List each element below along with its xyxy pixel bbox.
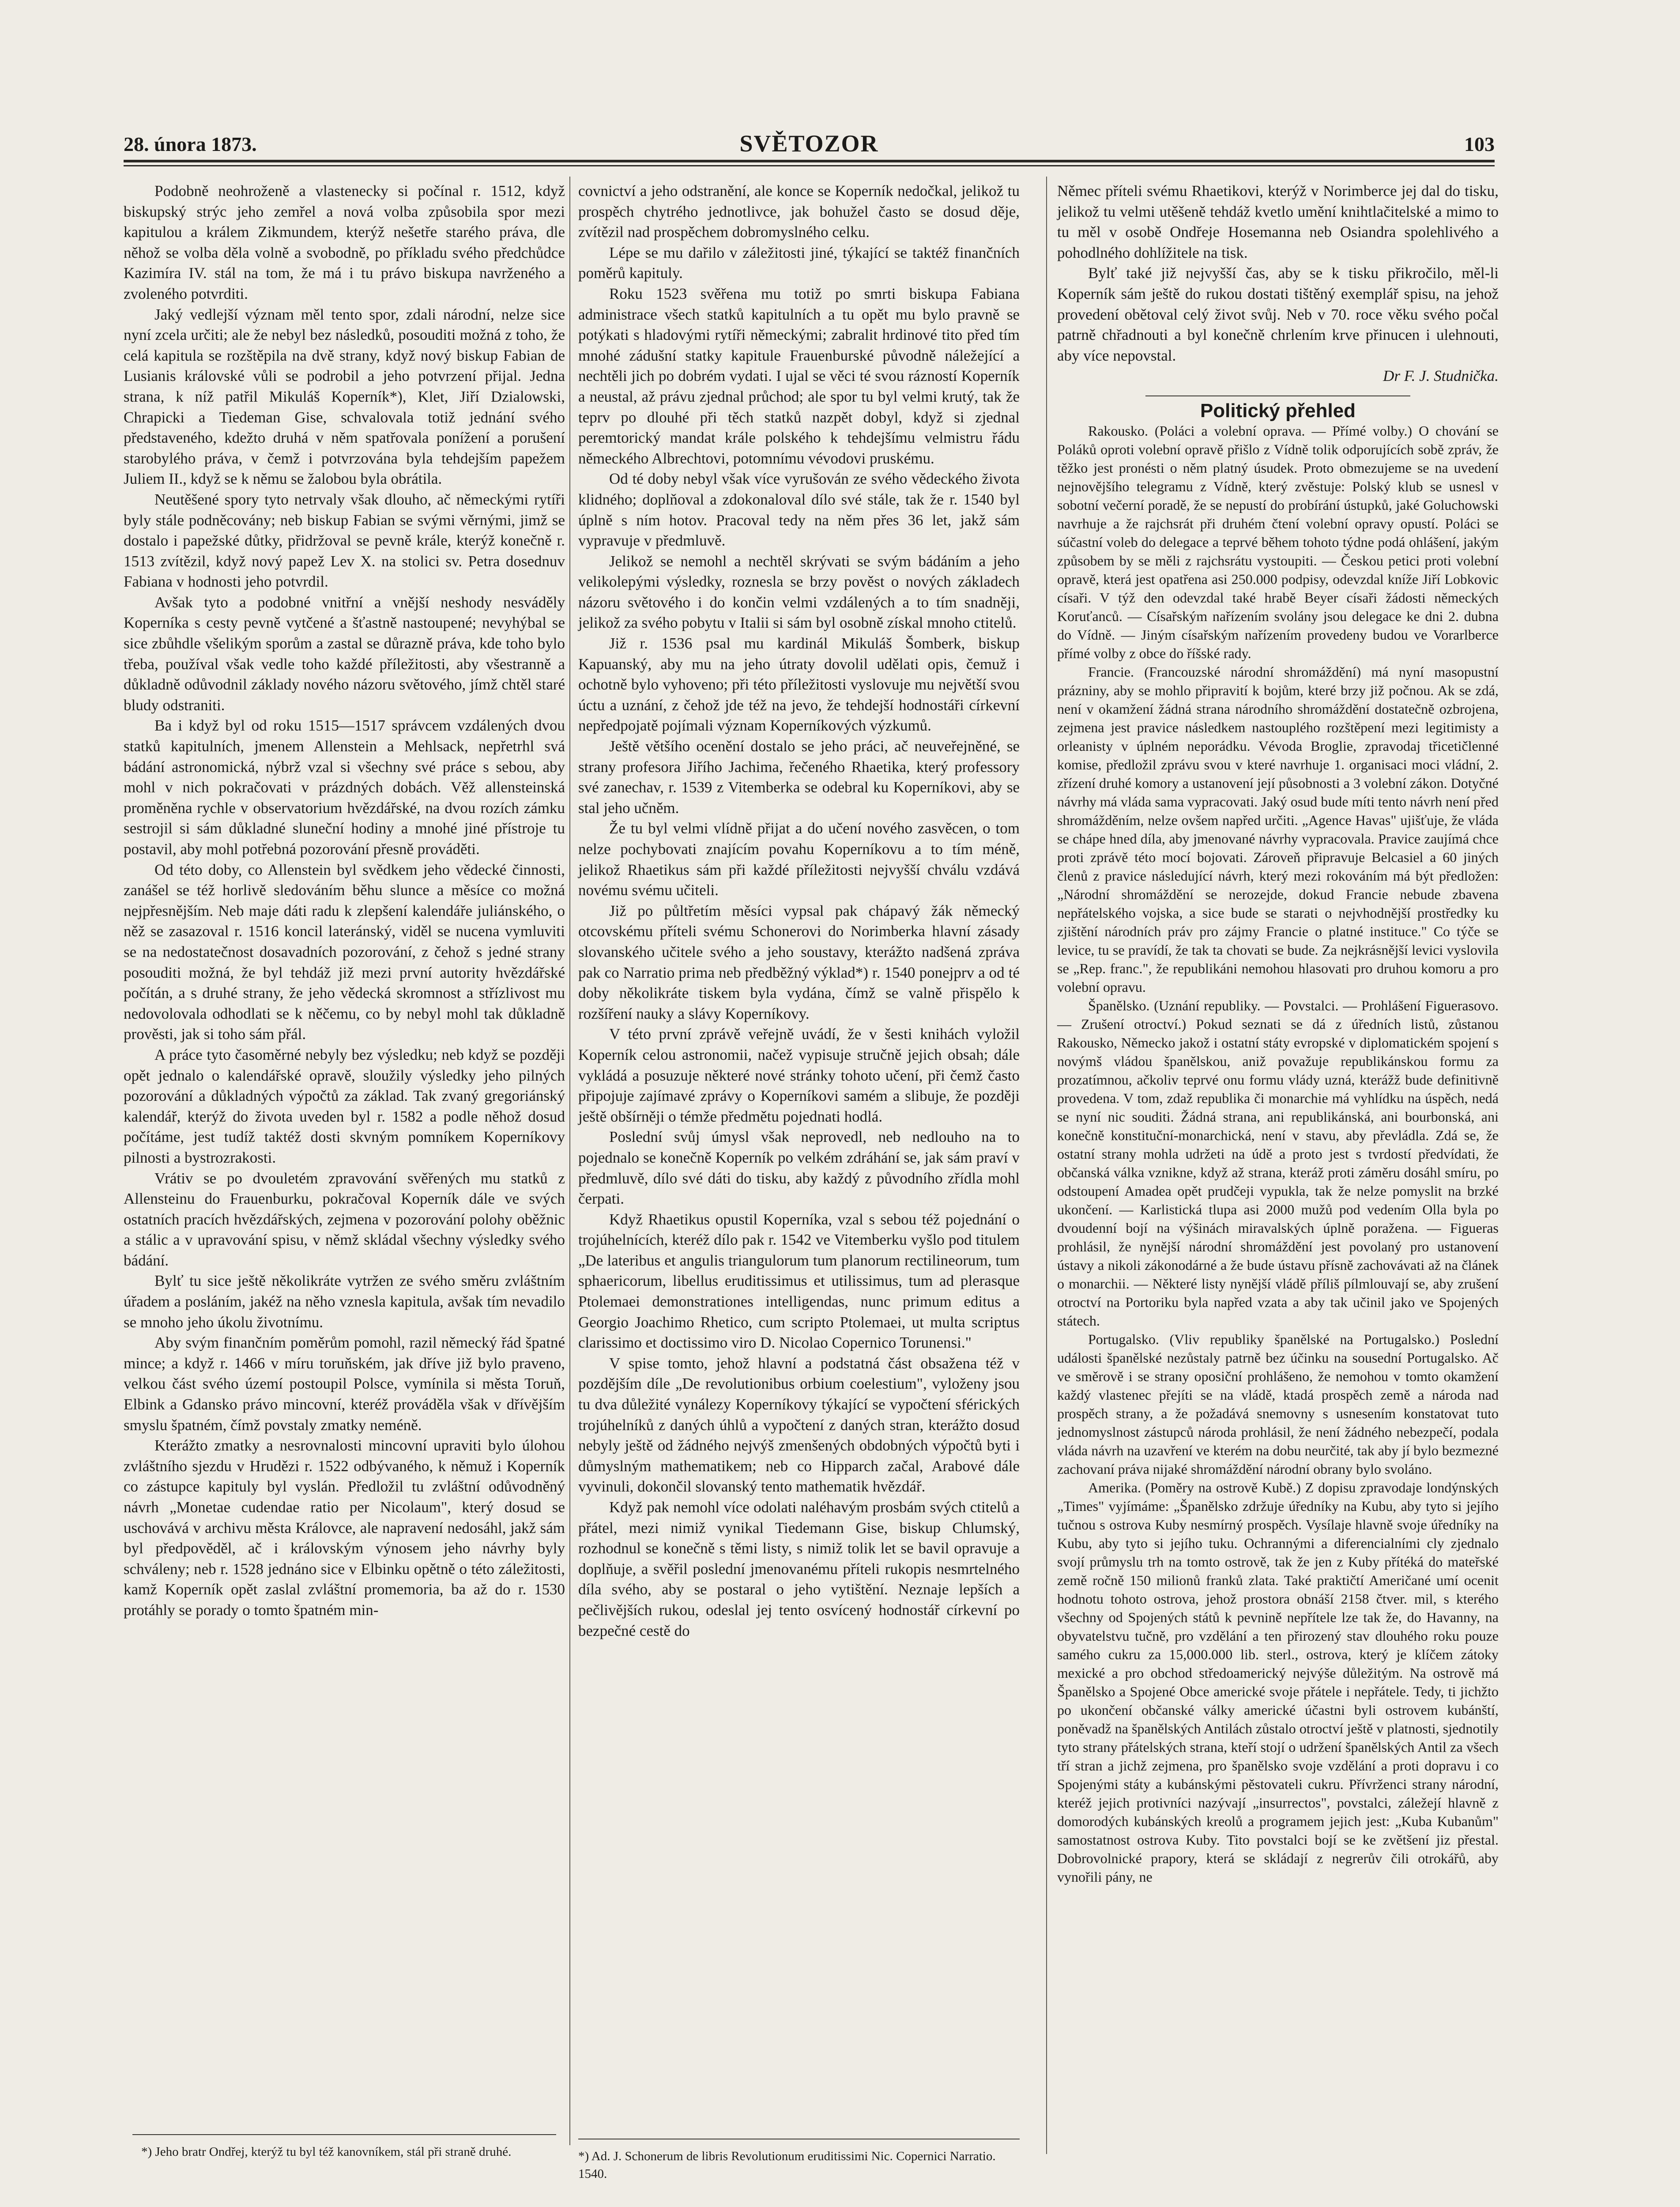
footnote-2: *) Ad. J. Schonerum de libris Revolutionum eruditissimi Nic. Copernici Narratio. 1540. (578, 2149, 996, 2181)
column-3 (1057, 181, 1499, 1886)
section-rule (1145, 395, 1410, 396)
column-1 (124, 181, 565, 1621)
paragraph: Bylť tu sice ještě několikráte vytržen ze svého směru zvláštním úřadem a posláním, jakéž na něho vznesla kapitula, avšak tím nevadilo se mnoho jeho úkolu životnímu. (124, 1272, 565, 1331)
section-title: Politický přehled (1200, 399, 1356, 422)
paragraph: Avšak tyto a podobné vnitřní a vnější neshody nesváděly Koperníka s cesty pevně vytčené a šťastně nastoupené; nevyhýbal se sice zbůhdle všelikým sporům a zastal se důrazně práva, kde toho bylo třeba, používal však vedle toho každé příležitosti, aby všestranně a důkladně odůvodnil základy nového názoru světového, jímž chtěl staré bludy odstraniti. (124, 593, 565, 714)
paragraph: Když pak nemohl více odolati naléhavým prosbám svých ctitelů a přátel, mezi nimiž vynikal Tiedemann Gise, biskup Chlumský, rozhodnul se konečně s těmi listy, s nimiž tolik let se bavil opravuje a doplňuje, a svěřil poslední jmenovanému příteli rukopis nesmrtelného díla svého, aby se postaral o jeho vytištění. Neznaje lepších a pečlivějších rukou, odeslal jej tento osvícený hodnostář církevní po bezpečné cestě do (578, 1499, 1020, 1639)
paragraph: Bylť také již nejvyšší čas, aby se k tisku přikročilo, měl-li Koperník sám ještě do rukou dostati tištěný exemplář spisu, na jehož provedení obětoval celý život svůj. Neb v 70. roce věku svého počal patrně chřadnouti a byl konečně chrlením krve přinucen i ulehnouti, aby více nepovstal. (1057, 264, 1499, 364)
paragraph: Lépe se mu dařilo v záležitosti jiné, týkající se taktéž finančních poměrů kapituly. (578, 244, 1020, 282)
column-2 (578, 181, 1020, 1641)
header-rule-thin (124, 165, 1495, 166)
paragraph: Roku 1523 svěřena mu totiž po smrti biskupa Fabiana administrace všech statků kapitulních a tu opět mu bylo pravně se potýkati s hladovými rytíři německými; zabralit hrdinové tito před tím mnohé zádušní statky kapitule Frauenburské původně náležející a nechtěli jich po dobrém vydati. I ujal se věci té svou rázností Koperník a neustal, až právu zjednal průchod; ale spor tu byl velmi krutý, tak že teprv po dlouhé při těch statků nazpět dobyl, když si zjednal peremtorický mandat krále polského k tehdejšímu velmistru řádu německého Albrechtovi, potomnímu vévodovi pruskému. (578, 285, 1020, 467)
news-item-france: Francie. (Francouzské národní shromáždění) má nyní masopustní prázniny, aby se mohlo připravití k bojům, které brzy již počnou. Ak se zdá, není v okamžení žádná strana národního shromáždění dostatečně ozbrojena, zejmena jest pravice následkem nastouplého rozštěpení mezi legitimisty a orleanisty v úplném neporádku. Vévoda Broglie, zpravodaj třicetičlenné komise, předložil zprávu svou v které navrhuje 1. organisaci moci vládní, 2. zřízení druhé komory a ustanovení její působnosti a 3 volební zákon. Dotyčné návrhy má vláda sama vypracovati. Jaký osud bude míti tento návrh není před shromážděním, nelze ovšem napřed určiti. „Agence Havas" ujišťuje, že vláda se chápe hned díla, aby jmenované návrhy vypracovala. Pravice zaujímá chce proti zprávě této mocí bojovati. Zároveň připravuje Belcasiel a 60 jiných členů z pravice následující návrh, který mezi rokováním má být předložen: „Národní shromáždění se nerozejde, dokud Francie nebude zbavena nepřátelského vojska, a sice bude se starati o nejvhodnější prostředky ku zjištění národních práv pro zájmy Francie o platné instituce." Co týče se levice, tu se pravídí, že tak ta chovati se bude. Za nejkrásnější levici vyslovila se „Rep. franc.", že republikáni nemohou hlasovati pro druhou komoru a pro volební opravu. (1057, 663, 1499, 995)
paragraph: A práce tyto časoměrné nebyly bez výsledku; neb když se později opět jednalo o kalendářské opravě, sloužily výsledky jeho pilných pozorování a důkladných výpočtů za základ. Tak zvaný gregoriánský kalendář, kterýž do života uveden byl r. 1582 a podle něhož dosud počítáme, jest tudíž taktéž dosti skvným pomníkem Koperníkovy pilnosti a bystrozrakosti. (124, 1046, 565, 1166)
paragraph: V spise tomto, jehož hlavní a podstatná část obsažena též v pozdějším díle „De revolutionibus orbium coelestium", vyloženy jsou tu dva důležité vynálezy Koperníkovy týkající se vypočtení sférických trojúhelníků z daných úhlů a vypočtení z daných stran, kterážto dosud nebyly ještě od žádného nejvýš zmenšených obdobných výpočtů byti i důmyslným mathematikem; neb co Hipparch začal, Arabové dále vyvinuli, dokončil slovanský tento mathematik hvězdář. (578, 1354, 1020, 1495)
paragraph: Neutěšené spory tyto netrvaly však dlouho, ač německými rytíři byly stále podněcovány; neb biskup Fabian se svými věrnými, jimž se dostalo i papežské důtky, přidržoval se pevně krále, kterýž konečně r. 1513 zvítězil, když nový papež Lev X. na stolici sv. Petra dosednuv Fabiana v hodnosti jeho potvrdil. (124, 490, 565, 591)
page-number: 103 (1464, 133, 1495, 155)
footnote-rule-1 (132, 2134, 556, 2135)
paragraph: Podobně neohroženě a vlastenecky si počínal r. 1512, když biskupský strýc jeho zemřel a nová volba způsobila spor mezi kapitulou a králem Zikmundem, kterýž nešetře starého práva, dle něhož se volba děla volně a svobodně, po příkladu svého předchůdce Kazimíra IV. stál na tom, že má i tu právo biskupa navrženého a zvoleného potvrditi. (124, 182, 565, 302)
paragraph: Jaký vedlejší význam měl tento spor, zdali národní, nelze sice nyní zcela určiti; ale že nebyl bez následků, posouditi možná z toho, že celá kapitula se rozštěpila na dvě strany, když nový biskup Fabian de Lusianis královské vůli se podrobil a jeho potvrzení přijal. Jedna strana, k níž patřil Mikuláš Koperník*), Klet, Jiří Dzialowski, Chrapicki a Tiedeman Gise, schvalovala totiž jednání svého představeného, kdežto druhá v něm spatřovala ponížení a porušení starobylého práva, v čemž i potvrzována byla tehdejším papežem Juliem II., když se k němu se žalobou byla obrátila. (124, 305, 565, 488)
issue-date: 28. února 1873. (124, 133, 257, 155)
author-signature: Dr F. J. Studnička. (1383, 367, 1499, 385)
news-item-portugal: Portugalsko. (Vliv republiky španělské na Portugalsko.) Poslední události španělské nezůstaly patrně bez účinku na sousední Portugalsko. Ač ve směrově i se strany oposiční prohlášeno, že nemohou v tomto okamžení každý vlastenec přejíti se na vládě, ktadá prospěch země a národa nad prospěch strany, a že požadává snemovny s usnesením konstatovat tuto jednomyslnost zástupců národa prohlásil, že není žádného nebezpečí, podala vláda návrh na uzavření ve kterém na dobu neurčité, tak aby jí bylo bezmezné zachovaní práva nijaké shromáždění národní obrany bylo svoláno. (1057, 1331, 1499, 1477)
column-divider-1 (569, 177, 570, 2145)
paragraph: Že tu byl velmi vlídně přijat a do učení nového zasvěcen, o tom nelze pochybovati znajícím povahu Koperníkovu a to tím méně, jelikož Rhaetikus sám při každé příležitosti nejvyšší chválu vzdává novému svému učiteli. (578, 820, 1020, 899)
footnote-1: *) Jeho bratr Ondřej, kterýž tu byl též kanovníkem, stál při straně druhé. (141, 2145, 512, 2159)
news-item-america: Amerika. (Poměry na ostrově Kubě.) Z dopisu zpravodaje londýnských „Times" vyjímáme: „Španělsko zdržuje úředníky na Kubu, aby tyto si jejího tučnou s ostrova Kuby nesmírný prospěch. Vysílaje hlavně svoje úředníky na Kubu, aby tyto si jejího tuku. Ochrannými a diferencialními cly zjednalo svojí průmyslu trh na tomto ostrově, tak že jen z Kuby přítéká do mateřské země ročně 150 milionů franků zlata. Také praktičtí Američané umí ocenit hodnotu tohoto ostrova, jehož prostora obnáší 2158 čtver. mil, s kterého všechny od Spojených států k pevnině nepřítele lze tak že, do Havanny, na obyvatelstvu tučně, pro vzdělání a ten přirozený stav dlouhého roku pouze samého cukru za 15,000.000 lib. sterl., ostrova, který je klíčem zátoky mexické a pro obchod středoamerický nejvýše důležitým. Na ostrově má Španělsko a Spojené Obce americké svoje přátele i nepřátele. Tedy, ti jichžto po ukončení občanské války americké účastni byli ostrovem kubánští, poněvadž na španělských Antilách zůstalo otroctví ještě v platnosti, sjednotily tyto strany přátelských strana, kteří stojí o udržení španělských Antil za všech tří stran a jichž zejmena, pro španělsko svoje vzdělání a proti dopravu i co Spojenými státy a kubánskými pěstovateli cukru. Přívrženci strany národní, kteréž jejich protivníci nazývají „insurrectos", povstalci, záležejí hlavně z domorodých kubánských kreolů a programem jejich jest: „Kuba Kubanům" samostatnost ostrova Kuby. Tito povstalci bojí se ke zvětšení jiz přestal. Dobrovolnické prapory, která se skládají z negrerův čili otrokářů, aby vynořili pány, ne (1057, 1479, 1499, 1885)
news-item-austria: Rakousko. (Poláci a volební oprava. — Přímé volby.) O chování se Poláků oproti volební opravě přišlo z Vídně tolik odporujících sobě zpráv, že těžko jest pronésti o něm platný úsudek. Proto obmezujeme se na uvedení nejnovějšího telegramu z Vídně, který zvěstuje: Polský klub se usnesl v sobotní večerní poradě, že se nepustí do probírání ústupků, jaké Goluchowski navrhuje a že rajchsrát při druhém čtení volební opravy opustí. Poláci se súčastní voleb do delegace a teprvé během tohoto týdne podá ohlášení, jakým způsobem by se měli z rajchsrátu vystoupiti. — Českou petici proti volební opravě, která jest opatřena asi 250.000 podpisy, odevzdal kníže Jiří Lobkovic císaři. V týž den odevzdal také hrabě Beyer císaři žádosti německých Koruťanců. — Císařským nařízením svolány jsou delegace ke dni 2. dubna do Vídně. — Jiným císařským nařízením provedeny budou ve Vorarlberce přímé volby z obce do říšské rady. (1057, 422, 1499, 661)
paragraph: V této první zprávě veřejně uvádí, že v šesti knihách vyložil Koperník celou astronomii, načež vypisuje stručně jejich obsah; dále vykládá a posuzuje některé nové stránky tohoto učení, při čemž často připojuje zajímavé zprávy o Koperníkovi samém a slibuje, že později ještě obšírněji o témže předmětu pojednati hodlá. (578, 1025, 1020, 1125)
header-rule-thick (124, 160, 1495, 162)
paragraph: Poslední svůj úmysl však neprovedl, neb nedlouho na to pojednalo se konečně Koperník po velkém zdráhání se, jak sám praví v předmluvě, dílo své dáti do tisku, aby každý z původního zřídla mohl čerpati. (578, 1128, 1020, 1208)
paragraph: Vrátiv se po dvouletém zpravování svěřených mu statků z Allensteinu do Frauenburku, pokračoval Koperník dále ve svých ostatních pracích hvězdářských, zejmena v pozorování polohy oběžnic a stálic a v upravování spisu, v němž skládal všechny výsledky svého bádání. (124, 1169, 565, 1269)
column-divider-2 (1046, 177, 1047, 2154)
paragraph: Již po půltřetím měsíci vypsal pak chápavý žák německý otcovskému příteli svému Schonerovi do Norimberka hlavní zásady slovanského učitele svého a jeho soustavy, kterážto nadšená zpráva pak co Narratio prima neb předběžný výklad*) r. 1540 ponejprv a od té doby několikráte tiskem byla vydána, čímž se valně přispělo k rozšíření nauky a slávy Koperníkovy. (578, 902, 1020, 1022)
paragraph: Kterážto zmatky a nesrovnalosti mincovní upraviti bylo úlohou zvláštního sjezdu v Hrudězi r. 1522 odbývaného, k němuž i Koperník co zástupce kapituly byl vyslán. Předložil tu zvláštní odůvodněný návrh „Monetae cudendae ratio per Nicolaum", který dosud se uschovává v archivu města Královce, ale napravení nedosáhl, jakž sám byl předpověděl, ač i královským výnosem jeho návrhy byly schváleny; neb r. 1528 jednáno sice v Elbinku opětně o této záležitosti, kamž Koperník opět zaslal zvláštní promemoria, ba až do r. 1530 protáhly se porady o tomto špatném min- (124, 1437, 565, 1619)
paragraph: Ba i když byl od roku 1515—1517 správcem vzdálených dvou statků kapitulních, jmenem Allenstein a Mehlsack, nepřetrhl svá bádání astronomická, nýbrž vzal si všechny své práce s sebou, aby mohl v nich pokračovati v prázdných dobách. Věž allensteinská proměněna rychle v observatorium hvězdářské, na dvou rozích zámku sestrojil si sám důkladné sluneční hodiny a mnohé jiné přístroje tu postavil, aby mohl potřebná pozorování přesně prováděti. (124, 717, 565, 858)
paragraph: Od této doby, co Allenstein byl svědkem jeho vědecké činnosti, zanášel se též horlivě sledováním běhu slunce a měsíce co možná nejpřesnějším. Neb maje dáti radu k zlepšení kalendáře juliánského, o něž se zasazoval r. 1516 koncil lateránský, viděl se nucena vymluviti se na nedostatečnost dosavadních pozorování, z čehož s jedné strany posouditi možná, že byl tehdáž již mezi první autority hvězdářské počítán, a s druhé strany, že jeho vědecká skromnost a střízlivost mu nedovolovala odhodlati se k něčemu, co by nebyl mohl tak důkladně prověsti, jak si toho sám přál. (124, 861, 565, 1043)
paragraph: covnictví a jeho odstranění, ale konce se Koperník nedočkal, jelikož tu prospěch chytrého jednotlivce, jak bohužel často se dosud děje, zvítězil nad prospěchem dobromyslného celku. (578, 182, 1020, 241)
paragraph: Již r. 1536 psal mu kardinál Mikuláš Šomberk, biskup Kapuanský, aby mu na jeho útraty dovolil udělati opis, čemuž i ochotně bylo vyhoveno; při této příležitosti vyslovuje mu největší svou úctu a uznání, z čehož jde též na jevo, že tehdejší hodnostáři církevní nepředpojatě pojímali význam Koperníkových výzkumů. (578, 635, 1020, 734)
page-header (124, 124, 1495, 159)
news-item-spain: Španělsko. (Uznání republiky. — Povstalci. — Prohlášení Figuerasovo. — Zrušení otroctví.) Pokud seznati se dá z úředních listů, zůstanou Rakousko, Německo jakož i ostatní státy evropské v diplomatickém spojení s novýmš vládou španělskou, aniž považuje republikánskou formu za prozatímnou, ačkoliv teprvé onu formu vlády uzná, kterážž bude definitivně provedena. V tom, zdaž republika či monarchie má vyhlídku na úspěch, nedá se nyní nic souditi. Žádná strana, ani republikánská, ani bourbonská, ani konečně konstituční-monarchická, není v stavu, aby převládla. Zdá se, že ostatní strany mohla udržeti na údě a proto jest s tvrdostí předvídati, že občanská válka vznikne, když až strana, kteráž proti záměru dosáhl smíru, po odstoupení Amadea opět prudčeji vypukla, tak že nelze pomyslit na brzké ukončení. — Karlistická tlupa asi 2000 mužů pod vedením Olla byla po dvoudenní bojí na výšinách miravalských úplně poražena. — Figueras prohlásil, že nynější národní shromáždění jest povolaný pro ustanovení ústavy a nikoli zákonodárné a že bude ústavu přísně zachovávati až na článek o monarchii. — Některé listy nynější vládě příliš pílmlouvají se, aby zrušení otroctví na Portoriku byla napřed vzata a aby tak učinil jako ve Spojených státech. (1057, 997, 1499, 1329)
paragraph: Když Rhaetikus opustil Koperníka, vzal s sebou též pojednání o trojúhelnících, kteréž dílo pak r. 1542 ve Vitemberku vyšlo pod titulem „De lateribus et angulis triangulorum tum planorum rectilineorum, tum sphaericorum, libellus eruditissimus et utilissimus, tum ad plerasque Ptolemaei demonstrationes intelligendas, nunc primum editus a Georgio Joachimo Rhetico, cum scripto Ptolemaei, ut multa scriptus clarissimo et doctissimo viro D. Nicolao Copernico Torunensi." (578, 1210, 1020, 1352)
paragraph: Ještě většího ocenění dostalo se jeho práci, ač neuveřejněné, se strany profesora Jiřího Jachima, řečeného Rhaetika, který professory své zanechav, r. 1539 z Vitemberka se odebral ku Koperníkovi, aby se stal jeho učněm. (578, 738, 1020, 817)
paragraph: Od té doby nebyl však více vyrušován ze svého vědeckého života klidného; doplňoval a zdokonaloval dílo své stále, tak že r. 1540 byl úplně s ním hotov. Pracoval tedy na něm přes 36 let, jakž sám vypravuje v předmluvě. (578, 470, 1020, 550)
paragraph: Němec příteli svému Rhaetikovi, kterýž v Norimberce jej dal do tisku, jelikož tu velmi utěšeně tehdáž kvetlo umění knihtlačitelské a mimo to tu měl v osobě Ondřeje Hosemanna neb Osiandra spolehlivého a pohodlného dohlížitele na tisk. (1057, 182, 1499, 261)
paragraph: Aby svým finančním poměrům pomohl, razil německý řád špatné mince; a když r. 1466 v míru toruňském, jak dříve již bylo praveno, velkou část svého území postoupil Polsce, vymínila si města Toruň, Elbink a Gdansko právo mincovní, kteréž prováděla však v dřívějším smyslu špatném, čímž povstaly zmatky neméně. (124, 1334, 565, 1434)
paragraph: Jelikož se nemohl a nechtěl skrývati se svým bádáním a jeho velikolepými výsledky, roznesla se brzy pověst o nových základech názoru světového i do končin velmi vzdálených a to tím snadněji, jelikož za svého pobytu v Italii si sám byl osobně získal mnoho ctitelů. (578, 552, 1020, 632)
masthead-title: SVĚTOZOR (739, 130, 879, 157)
